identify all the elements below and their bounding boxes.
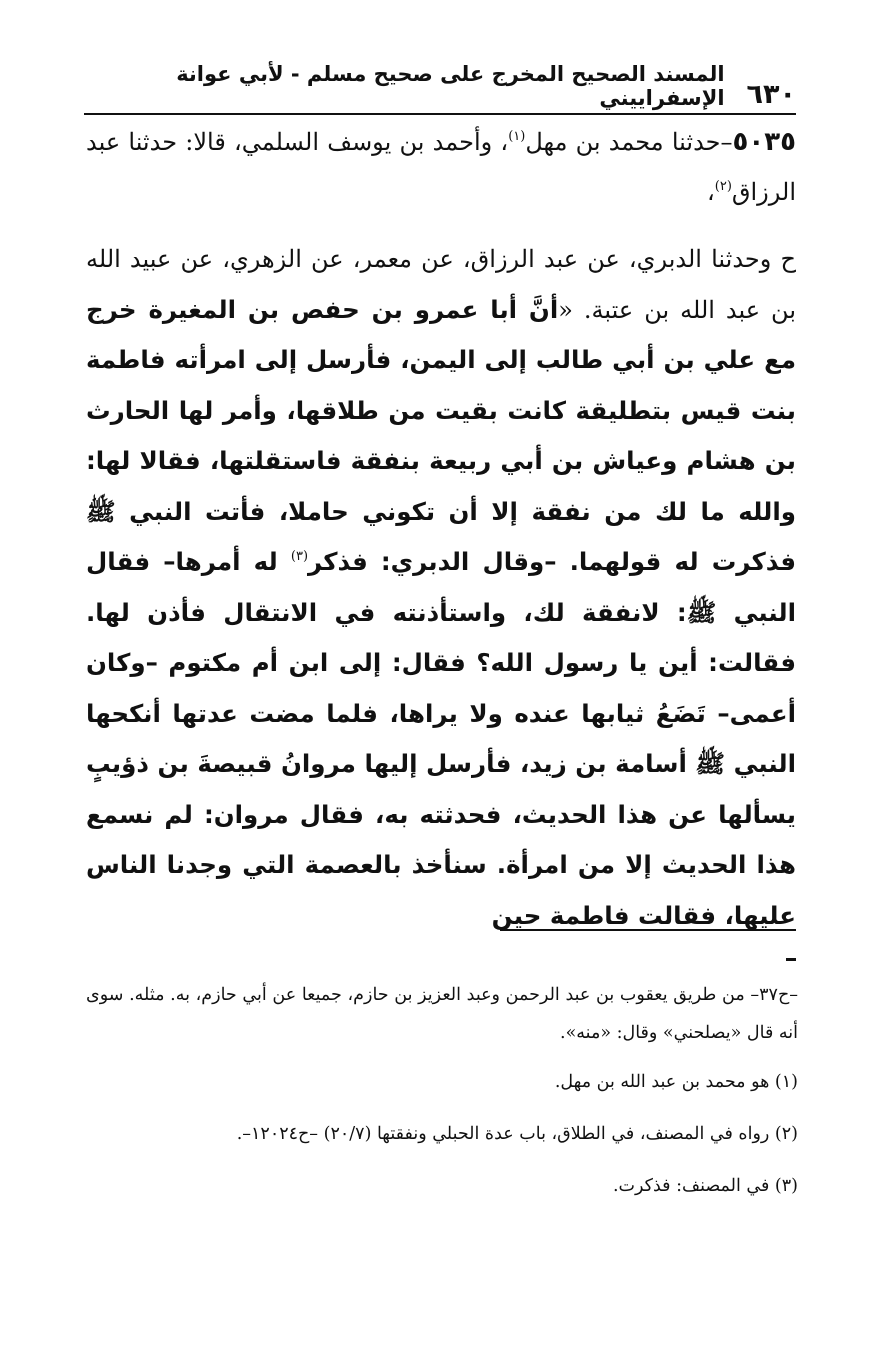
footnote-2: (٢) رواه في المصنف، في الطلاق، باب عدة الحبلي ونفقتها (٢٠/٧) –ح١٢٠٢٤–. <box>236 1124 798 1144</box>
footnote-ref-1: (١) <box>508 129 526 144</box>
second-isnad-text: ح وحدثنا الدبري، عن عبد الرزاق، عن معمر، عن الزهري، عن عبيد الله بن عبد الله بن عتبة. « <box>86 245 797 324</box>
footnote-3: (٣) في المصنف: فذكرت. <box>612 1176 798 1196</box>
isnad-text-continued: ، وأحمد بن يوسف السلمي، قالا: حدثنا عبد الرزاق <box>86 128 796 206</box>
isnad-paragraph <box>86 118 796 217</box>
footnote-dash <box>786 958 796 961</box>
book-title: المسند الصحيح المخرج على صحيح مسلم - لأبي عوانة الإسفراييني <box>176 62 725 110</box>
footnote-ref-2: (٢) <box>714 178 732 194</box>
page-number: ٦٣٠ <box>746 79 796 110</box>
header-rule <box>84 113 796 115</box>
matn-text-continued: له أمرها– فقال النبي ﷺ: لانفقة لك، واستأذنته في الانتقال فأذن لها. فقالت: أين يا رسول الله؟ فقال: إلى ابن أم مكتوم –وكان أعمى– تَضَعُ ثيابها عنده ولا يراها، فلما مضت عدتها أنكحها النبي ﷺ أسامة بن زيد، فأرسل إليها مروانُ قبيصةَ بن ذؤيبٍ يسألها عن هذا الحديث، فحدثته به، فقال مروان: لم نسمع هذا الحديث إلا من امرأة. سنأخذ بالعصمة التي وجدنا الناس عليها، فقالت فاطمة حين <box>86 547 796 930</box>
footnote-separator <box>500 929 796 931</box>
hadith-text <box>86 118 796 941</box>
footnote-ref-3: (٣) <box>290 549 309 564</box>
running-header <box>84 62 796 110</box>
hadith-number: ٥٠٣٥ <box>732 127 797 157</box>
matn-paragraph <box>86 235 796 941</box>
isnad-text: –حدثنا محمد بن مهل <box>525 128 733 156</box>
matn-text: أنَّ أبا عمرو بن حفص بن المغيرة خرج مع علي بن أبي طالب إلى اليمن، فأرسل إلى امرأته فاطمة بنت قيس بتطليقة كانت بقيت من طلاقها، وأمر لها الحارث بن هشام وعياش بن أبي ربيعة بنفقة فاستقلتها، فقالا لها: والله ما لك من نفقة إلا أن تكوني حاملا، فأتت النبي ﷺ فذكرت له قولهما. –وقال الدبري: فذكر <box>86 294 796 576</box>
footnote-1: (١) هو محمد بن عبد الله بن مهل. <box>554 1072 798 1092</box>
footnotes <box>86 976 798 1220</box>
isnad-comma: ، <box>707 177 715 206</box>
footnote-variant-note: –ح٣٧– من طريق يعقوب بن عبد الرحمن وعبد العزيز بن حازم، جميعا عن أبي حازم، به. مثله. سوى أنه قال «يصلحني» وقال: «منه». <box>86 985 798 1043</box>
